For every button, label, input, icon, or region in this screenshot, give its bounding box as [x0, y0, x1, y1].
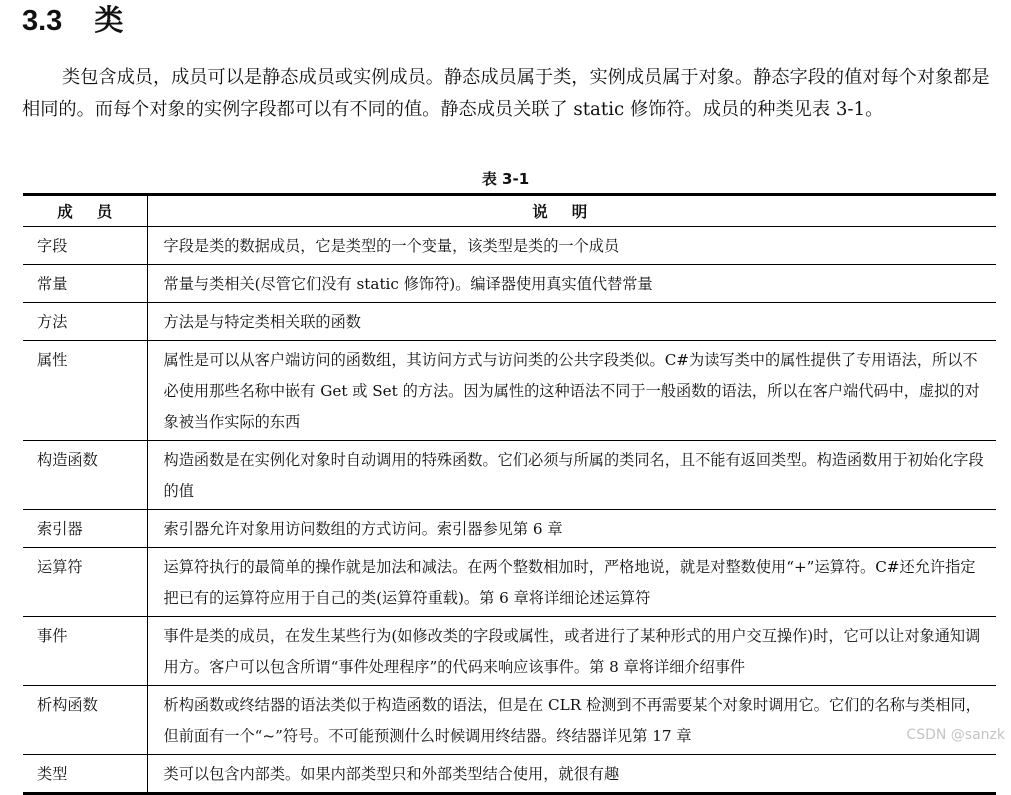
row-term: 事件 [23, 617, 147, 686]
members-table [23, 193, 996, 795]
table-row [23, 755, 996, 794]
row-description: 运算符执行的最简单的操作就是加法和减法。在两个整数相加时，严格地说，就是对整数使用“+”运算符。C#还允许指定把已有的运算符应用于自己的类(运算符重载)。第 6 章将详细论述运算符 [147, 548, 996, 617]
table-row [23, 686, 996, 755]
row-term: 构造函数 [23, 441, 147, 510]
section-number: 3.3 [22, 5, 63, 37]
row-description: 析构函数或终结器的语法类似于构造函数的语法，但是在 CLR 检测到不再需要某个对象时调用它。它们的名称与类相同，但前面有一个“~”符号。不可能预测什么时候调用终结器。终结器详见第 17 章 [147, 686, 996, 755]
intro-paragraph: 类包含成员，成员可以是静态成员或实例成员。静态成员属于类，实例成员属于对象。静态字段的值对每个对象都是相同的。而每个对象的实例字段都可以有不同的值。静态成员关联了 static 修饰符。成员的种类见表 3-1。 [22, 67, 990, 120]
table-header-row [23, 195, 996, 227]
table-row [23, 303, 996, 341]
table-row [23, 441, 996, 510]
row-term: 属性 [23, 341, 147, 441]
table-row [23, 341, 996, 441]
row-description: 构造函数是在实例化对象时自动调用的特殊函数。它们必须与所属的类同名，且不能有返回类型。构造函数用于初始化字段的值 [147, 441, 996, 510]
row-description: 索引器允许对象用访问数组的方式访问。索引器参见第 6 章 [147, 510, 996, 548]
table-row [23, 510, 996, 548]
table-row [23, 548, 996, 617]
table-row [23, 617, 996, 686]
row-term: 运算符 [23, 548, 147, 617]
row-term: 析构函数 [23, 686, 147, 755]
row-term: 索引器 [23, 510, 147, 548]
section-title: 类 [94, 5, 124, 37]
row-description: 常量与类相关(尽管它们没有 static 修饰符)。编译器使用真实值代替常量 [147, 265, 996, 303]
header-member: 成员 [23, 195, 147, 227]
table-caption: 表 3-1 [481, 170, 530, 188]
row-term: 字段 [23, 227, 147, 265]
row-description: 事件是类的成员，在发生某些行为(如修改类的字段或属性，或者进行了某种形式的用户交互操作)时，它可以让对象通知调用方。客户可以包含所谓“事件处理程序”的代码来响应该事件。第 8 章将详细介绍事件 [147, 617, 996, 686]
row-description: 方法是与特定类相关联的函数 [147, 303, 996, 341]
table-row [23, 227, 996, 265]
header-description: 说明 [147, 195, 996, 227]
watermark: CSDN @sanzk [906, 727, 1005, 743]
row-description: 类可以包含内部类。如果内部类型只和外部类型结合使用，就很有趣 [147, 755, 996, 794]
row-term: 类型 [23, 755, 147, 794]
section-heading [22, 2, 123, 40]
row-description: 字段是类的数据成员，它是类型的一个变量，该类型是类的一个成员 [147, 227, 996, 265]
row-description: 属性是可以从客户端访问的函数组，其访问方式与访问类的公共字段类似。C#为读写类中的属性提供了专用语法，所以不必使用那些名称中嵌有 Get 或 Set 的方法。因为属性的这种语法不同于一般函数的语法，所以在客户端代码中，虚拟的对象被当作实际的东西 [147, 341, 996, 441]
row-term: 方法 [23, 303, 147, 341]
row-term: 常量 [23, 265, 147, 303]
table-row [23, 265, 996, 303]
